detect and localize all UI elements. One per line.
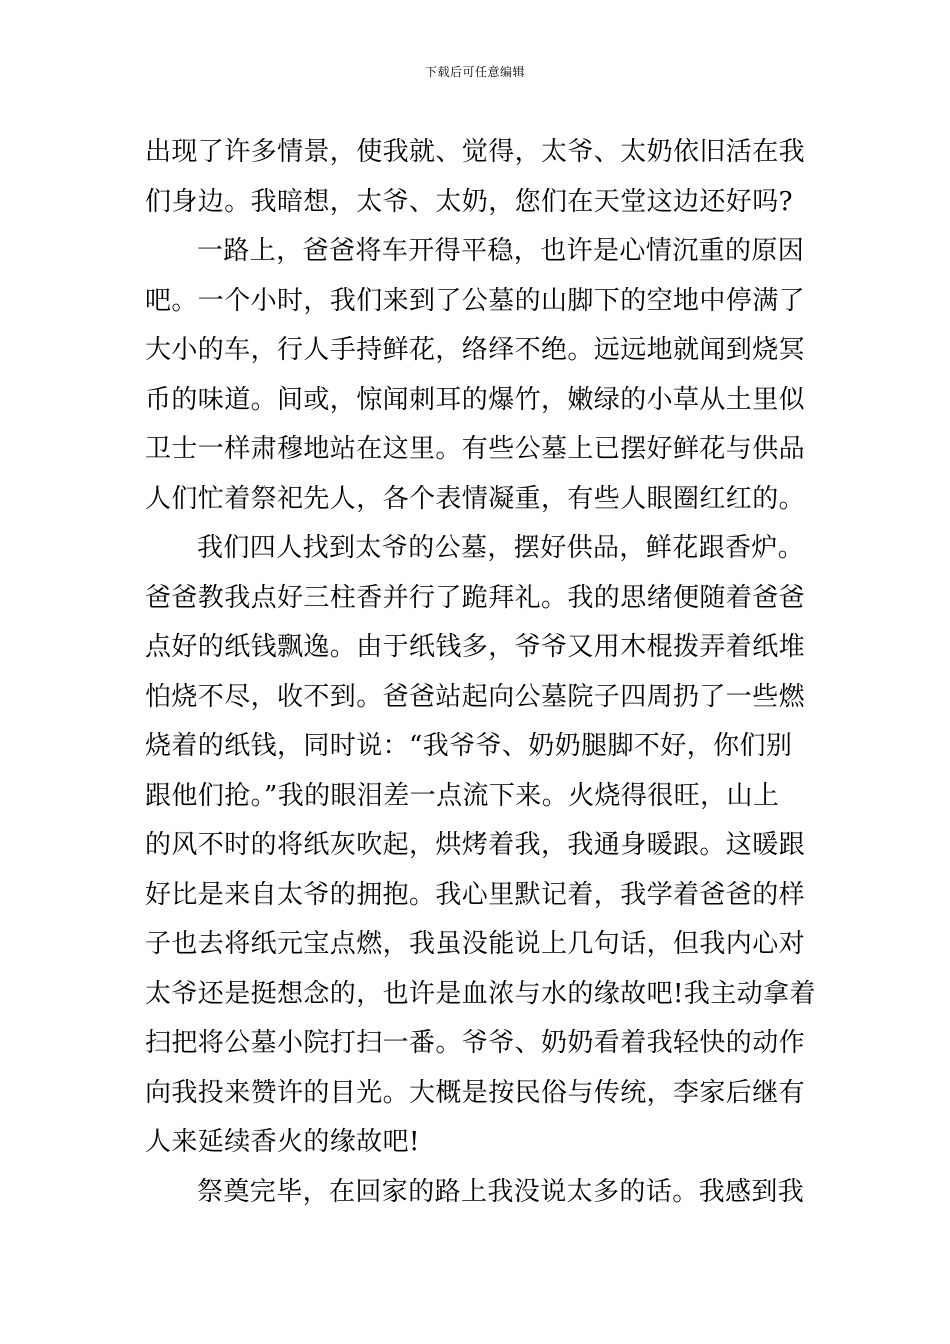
text-line: 扫把将公墓小院打扫一番。爷爷、奶奶看着我轻快的动作 [145, 1028, 806, 1058]
text-line: 出现了许多情景，使我就、觉得，太爷、太奶依旧活在我 [145, 137, 806, 167]
text-line: 烧着的纸钱，同时说：“我爷爷、奶奶腿脚不好，你们别 [145, 731, 793, 761]
text-line: 币的味道。间或，惊闻刺耳的爆竹，嫩绿的小草从土里似 [145, 384, 806, 415]
text-line: 跟他们抢。”我的眼泪差一点流下来。火烧得很旺，山上 [145, 780, 780, 811]
text-line: 大小的车，行人手持鲜花，络绎不绝。远远地就闻到烧冥 [145, 335, 806, 365]
text-line: 我们四人找到太爷的公墓，摆好供品，鲜花跟香炉。 [197, 533, 805, 563]
document-body [145, 128, 816, 1217]
text-line: 人来延续香火的缘故吧! [145, 1127, 420, 1157]
text-line: 们身边。我暗想，太爷、太奶，您们在天堂这边还好吗? [145, 186, 793, 217]
text-line: 人们忙着祭祀先人，各个表情凝重，有些人眼圈红红的。 [145, 483, 806, 514]
text-line: 点好的纸钱飘逸。由于纸钱多，爷爷又用木棍拨弄着纸堆 [145, 632, 806, 662]
text-line: 太爷还是挺想念的，也许是血浓与水的缘故吧!我主动拿着 [145, 978, 816, 1009]
text-line: 子也去将纸元宝点燃，我虽没能说上几句话，但我内心对 [145, 929, 806, 959]
text-line: 好比是来自太爷的拥抱。我心里默记着，我学着爸爸的样 [145, 879, 806, 910]
text-line: 一路上，爸爸将车开得平稳，也许是心情沉重的原因 [197, 236, 805, 266]
text-line: 的风不时的将纸灰吹起，烘烤着我，我通身暖跟。这暖跟 [145, 830, 806, 860]
page-header: 下载后可任意编辑 [424, 65, 525, 79]
text-line: 怕烧不尽，收不到。爸爸站起向公墓院子四周扔了一些燃 [145, 681, 806, 712]
text-line: 祭奠完毕，在回家的路上我没说太多的话。我感到我 [197, 1176, 805, 1207]
text-line: 爸爸教我点好三柱香并行了跪拜礼。我的思绪便随着爸爸 [145, 582, 806, 613]
text-line: 向我投来赞许的目光。大概是按民俗与传统，李家后继有 [145, 1077, 806, 1108]
text-line: 卫士一样肃穆地站在这里。有些公墓上已摆好鲜花与供品 [145, 434, 806, 464]
text-line: 吧。一个小时，我们来到了公墓的山脚下的空地中停满了 [145, 285, 806, 316]
